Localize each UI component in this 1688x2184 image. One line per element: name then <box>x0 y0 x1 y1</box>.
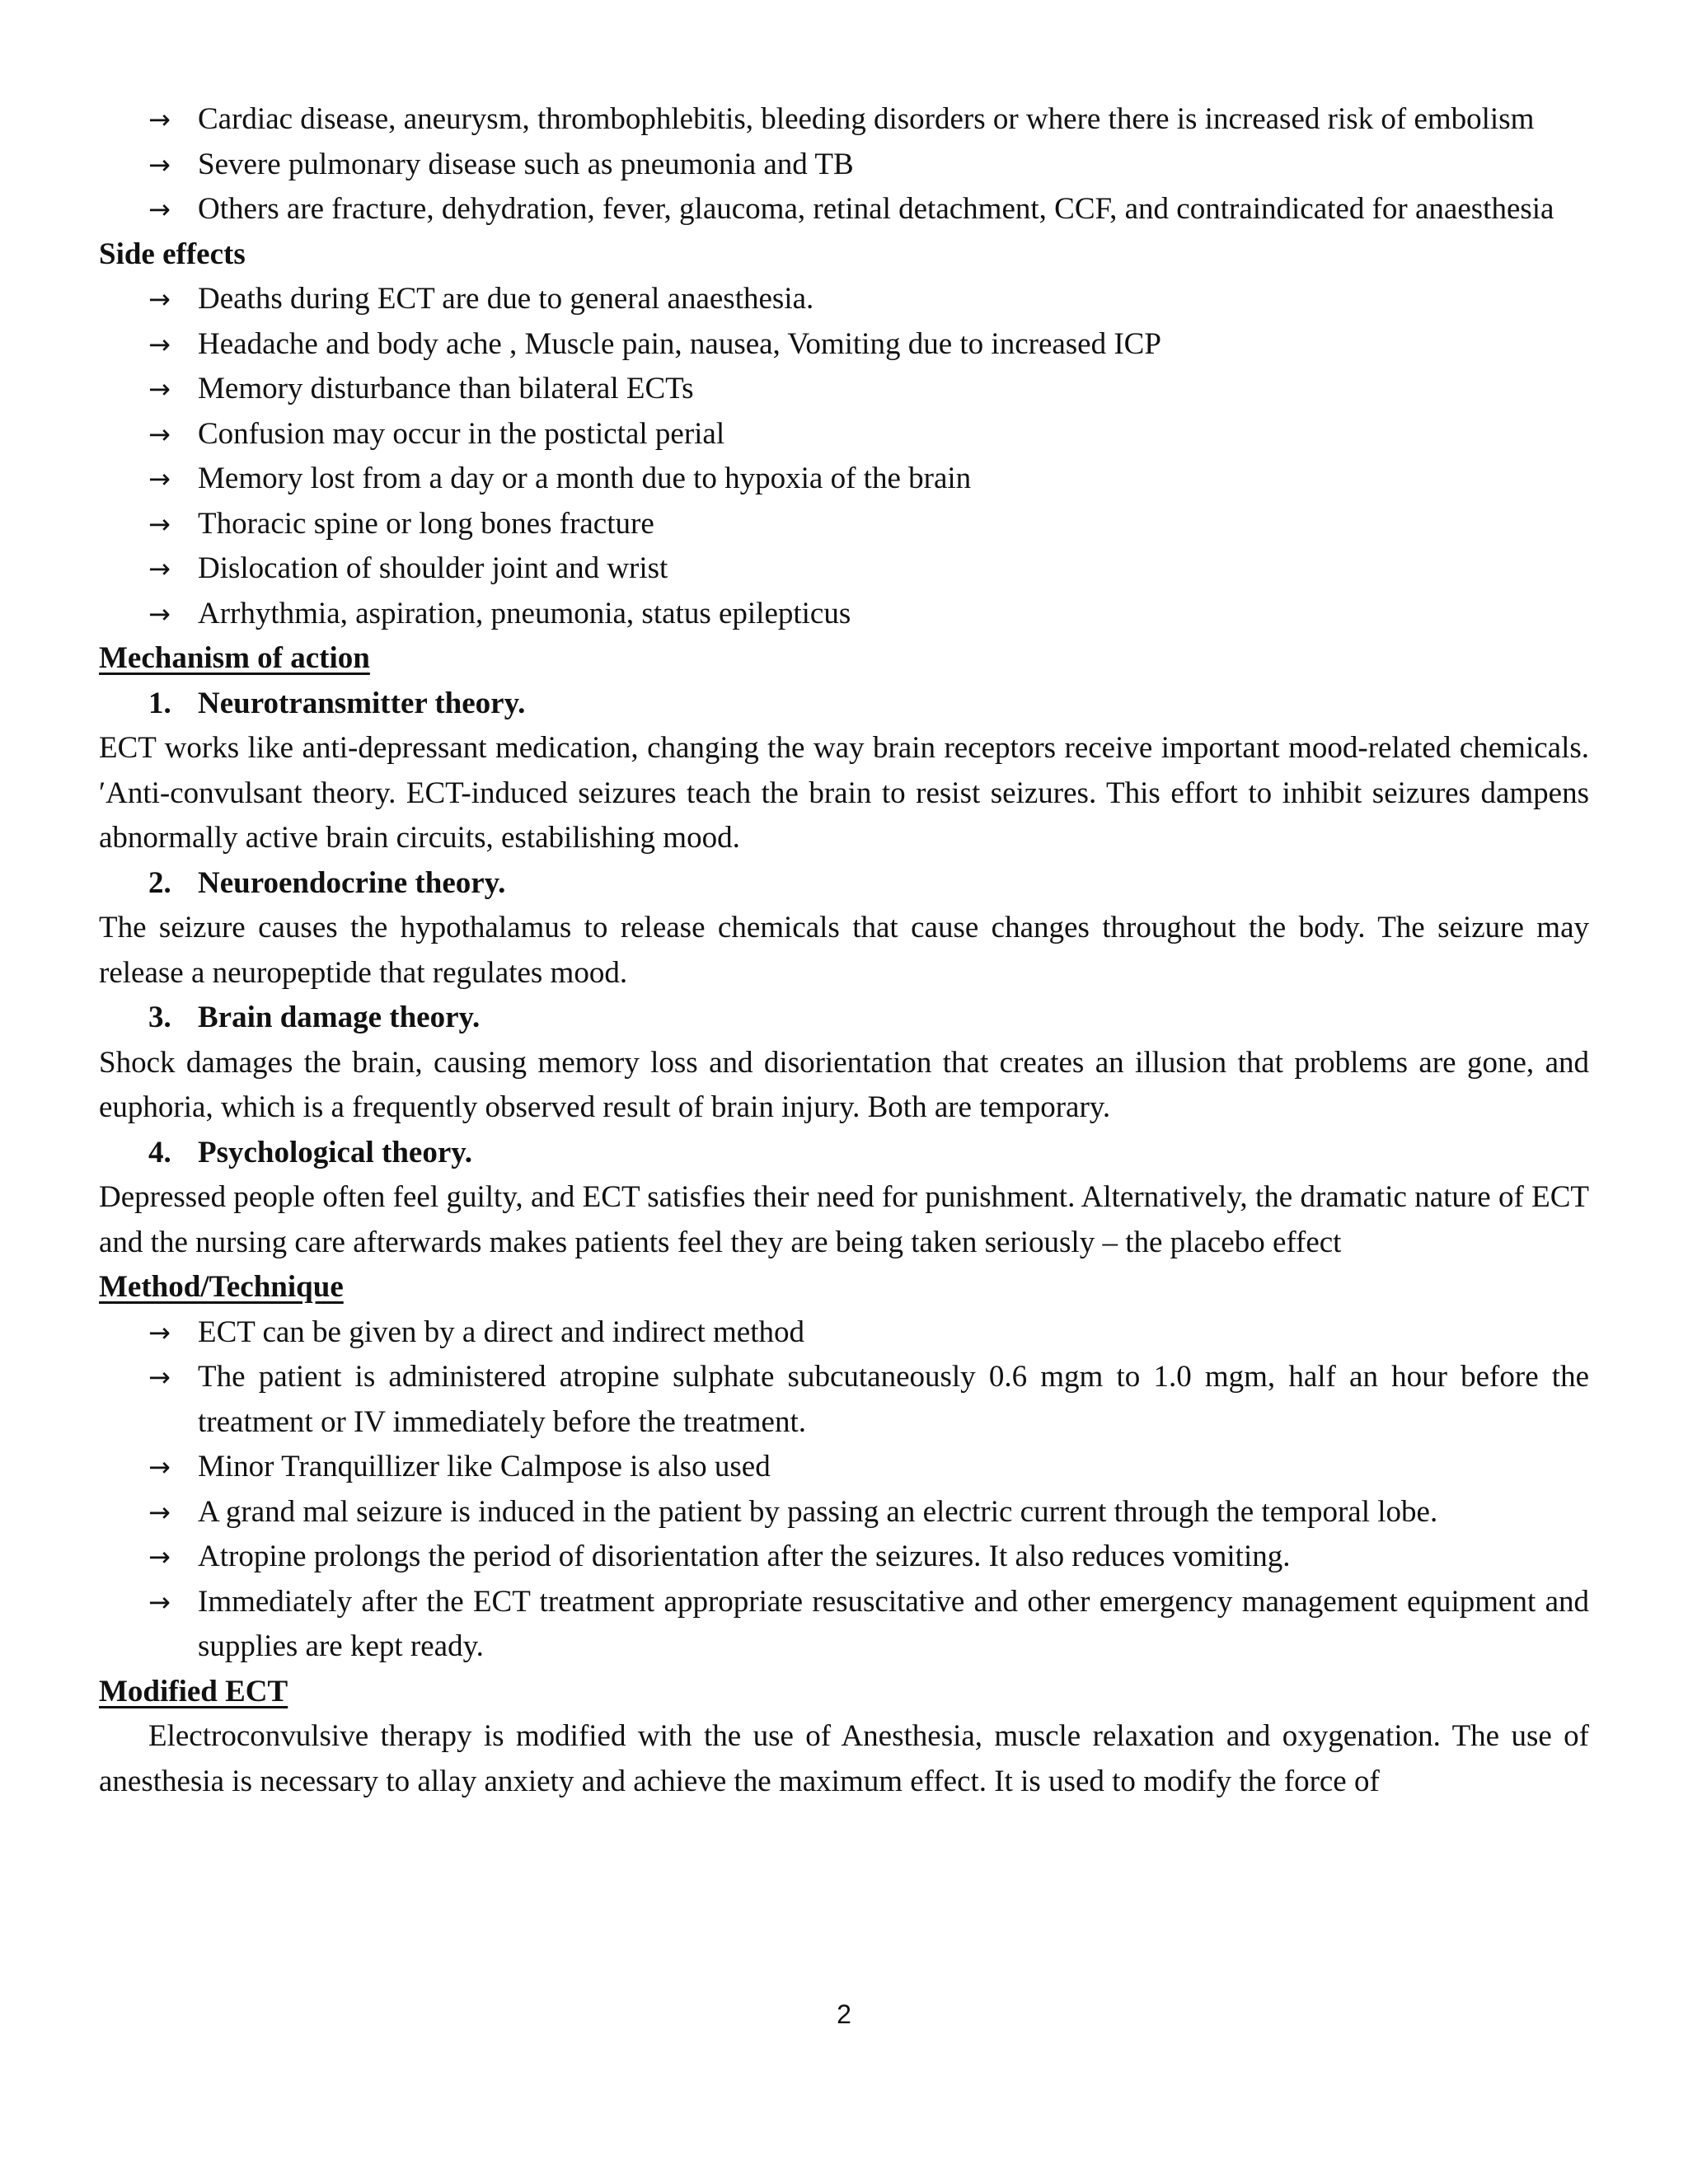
list-item <box>99 367 1589 412</box>
theory-number: 3. <box>148 1001 171 1034</box>
list-item-text: Others are fracture, dehydration, fever, glaucoma, retinal detachment, CCF, and contraindicated for anaesthesia <box>198 192 1554 226</box>
list-item <box>99 1445 1589 1490</box>
arrow-bullet-icon: → <box>148 104 171 135</box>
theory-title-text: Psychological theory. <box>198 1135 472 1169</box>
theory-description: Shock damages the brain, causing memory loss and disorientation that creates an illusion that problems are gone, and euphoria, which is a frequently observed result of brain injury. Both are temporary. <box>99 1045 1589 1124</box>
theory-title-text: Brain damage theory. <box>198 1001 481 1034</box>
page-content <box>99 97 1589 1804</box>
list-item <box>99 1355 1589 1445</box>
theory-description: ECT works like anti-depressant medication, changing the way brain receptors receive important mood-related chemicals. ′Anti-convulsant theory. ECT-induced seizures teach the brain to resist seizures. This effort to inhibit seizures dampens abnormally active brain circuits, estabilishing mood. <box>99 731 1589 855</box>
arrow-bullet-icon: → <box>148 598 171 630</box>
list-item <box>99 1535 1589 1580</box>
method-heading: Method/Technique <box>99 1270 344 1304</box>
arrow-bullet-icon: → <box>148 373 171 405</box>
list-item-text: Minor Tranquillizer like Calmpose is also used <box>198 1450 771 1483</box>
list-item-text: Dislocation of shoulder joint and wrist <box>198 551 668 585</box>
list-item <box>99 143 1589 188</box>
theory-title <box>99 682 1589 727</box>
theory-description: Depressed people often feel guilty, and ECT satisfies their need for punishment. Alternatively, the dramatic nature of ECT and the nursing care afterwards makes patients feel they are being taken seriously – the placebo effect <box>99 1180 1589 1259</box>
list-item-text: Cardiac disease, aneurysm, thrombophlebitis, bleeding disorders or where there is increased risk of embolism <box>198 102 1535 136</box>
list-item <box>99 502 1589 547</box>
list-item <box>99 457 1589 502</box>
list-item <box>99 546 1589 592</box>
list-item-text: Arrhythmia, aspiration, pneumonia, status epilepticus <box>198 596 851 630</box>
arrow-bullet-icon: → <box>148 148 171 180</box>
arrow-bullet-icon: → <box>148 508 171 540</box>
list-item-text: Memory disturbance than bilateral ECTs <box>198 372 694 405</box>
arrow-bullet-icon: → <box>148 1541 171 1572</box>
arrow-bullet-icon: → <box>148 1316 171 1348</box>
arrow-bullet-icon: → <box>148 194 171 225</box>
arrow-bullet-icon: → <box>148 1586 171 1618</box>
arrow-bullet-icon: → <box>148 553 171 584</box>
side-effects-heading: Side effects <box>99 237 246 271</box>
modified-ect-paragraph: Electroconvulsive therapy is modified with the use of Anesthesia, muscle relaxation and oxygenation. The use of anesthesia is necessary to allay anxiety and achieve the maximum effect. It is used to modify the force of <box>99 1719 1589 1798</box>
list-item-text: A grand mal seizure is induced in the patient by passing an electric current through the temporal lobe. <box>198 1494 1438 1529</box>
list-item <box>99 277 1589 322</box>
method-list <box>99 1310 1589 1670</box>
list-item-text: Memory lost from a day or a month due to hypoxia of the brain <box>198 462 972 495</box>
arrow-bullet-icon: → <box>148 418 171 450</box>
list-item-text: The patient is administered atropine sulphate subcutaneously 0.6 mgm to 1.0 mgm, half an hour before the treatment or IV immediately before the treatment. <box>198 1360 1589 1439</box>
list-item-text: ECT can be given by a direct and indirect method <box>198 1315 804 1349</box>
theory-title <box>99 861 1589 907</box>
arrow-bullet-icon: → <box>148 463 171 494</box>
theory-number: 4. <box>148 1135 171 1169</box>
list-item-text: Headache and body ache , Muscle pain, nausea, Vomiting due to increased ICP <box>198 326 1161 361</box>
modified-ect-heading: Modified ECT <box>99 1674 288 1708</box>
list-item-text: Confusion may occur in the postictal perial <box>198 416 725 451</box>
list-item <box>99 412 1589 457</box>
list-item <box>99 1310 1589 1356</box>
list-item-text: Severe pulmonary disease such as pneumonia and TB <box>198 147 854 181</box>
list-item <box>99 322 1589 368</box>
arrow-bullet-icon: → <box>148 1361 171 1393</box>
theory-title-text: Neuroendocrine theory. <box>198 865 506 900</box>
list-item <box>99 1580 1589 1670</box>
side-effects-list <box>99 277 1589 636</box>
contraindications-list <box>99 97 1589 232</box>
page-number: 2 <box>837 1999 851 2029</box>
arrow-bullet-icon: → <box>148 284 171 315</box>
mechanism-heading: Mechanism of action <box>99 641 370 675</box>
arrow-bullet-icon: → <box>148 1496 171 1528</box>
list-item <box>99 187 1589 232</box>
list-item-text: Thoracic spine or long bones fracture <box>198 506 654 541</box>
theory-description: The seizure causes the hypothalamus to release chemicals that cause changes throughout the body. The seizure may release a neuropeptide that regulates mood. <box>99 911 1589 990</box>
theory-title <box>99 996 1589 1041</box>
list-item-text: Deaths during ECT are due to general anaesthesia. <box>198 282 814 316</box>
list-item <box>99 97 1589 143</box>
theory-title-text: Neurotransmitter theory. <box>198 686 526 720</box>
theory-number: 2. <box>148 865 171 900</box>
list-item-text: Atropine prolongs the period of disorientation after the seizures. It also reduces vomiting. <box>198 1540 1291 1573</box>
list-item <box>99 1490 1589 1535</box>
theory-title <box>99 1131 1589 1176</box>
arrow-bullet-icon: → <box>148 1451 171 1483</box>
arrow-bullet-icon: → <box>148 328 171 360</box>
list-item <box>99 592 1589 637</box>
list-item-text: Immediately after the ECT treatment appropriate resuscitative and other emergency management equipment and supplies are kept ready. <box>198 1584 1589 1663</box>
theory-number: 1. <box>148 686 171 720</box>
